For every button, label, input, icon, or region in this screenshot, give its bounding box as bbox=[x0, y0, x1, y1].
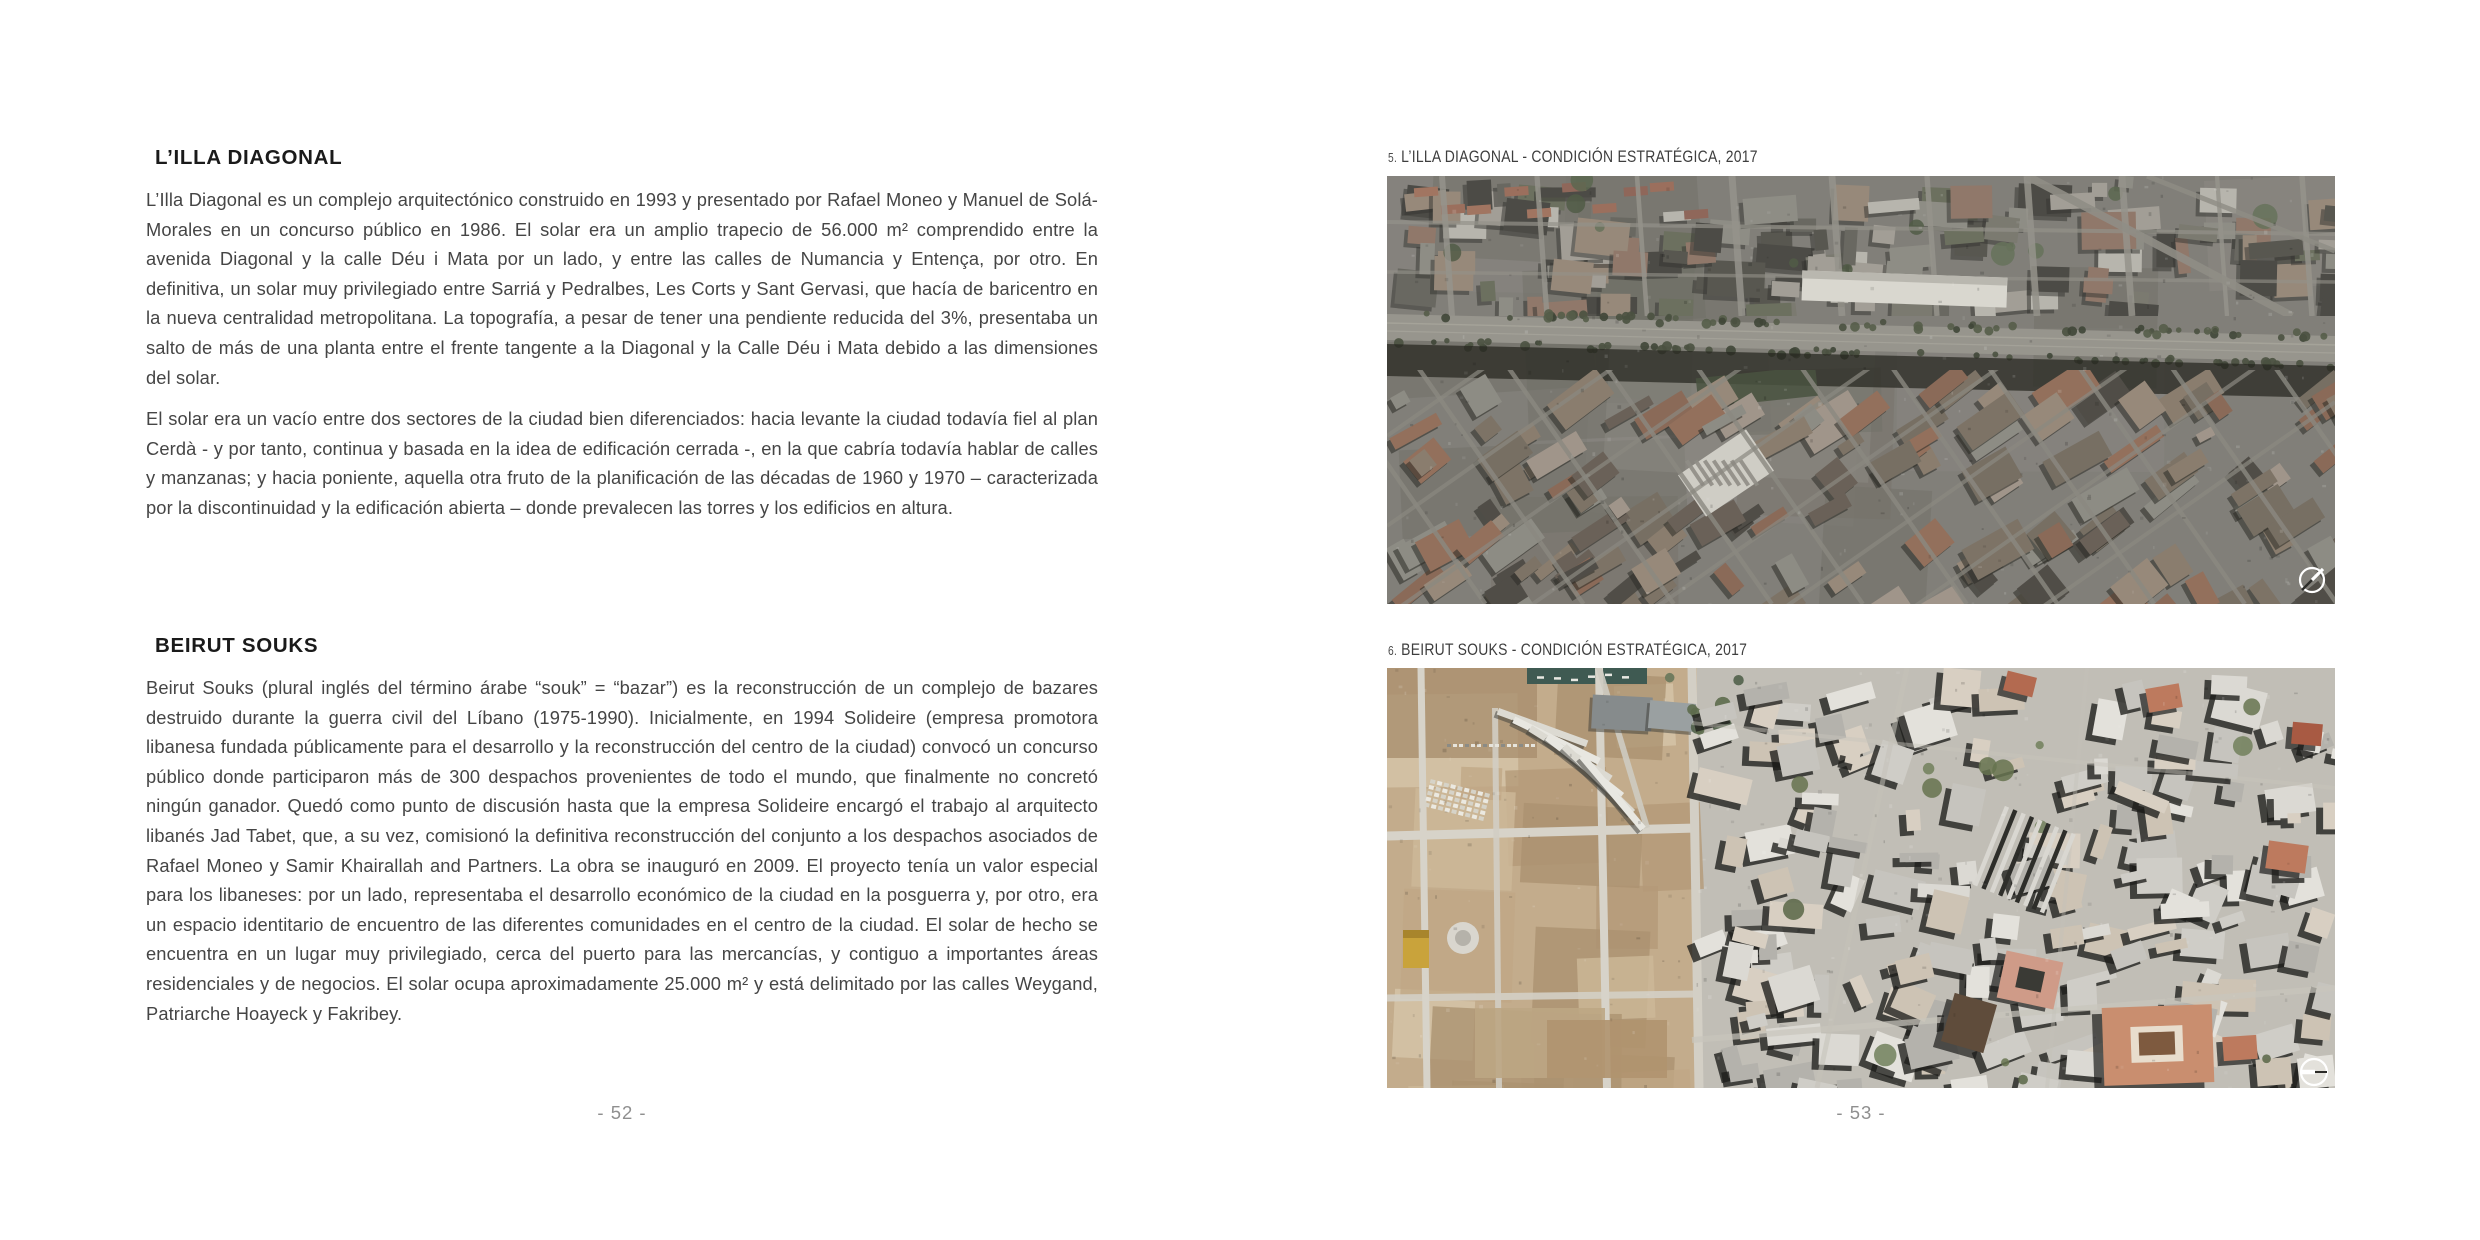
figure-number: 5. bbox=[1388, 151, 1398, 165]
page-number-right: - 53 - bbox=[1836, 1102, 1886, 1123]
section-heading-illa: L’ILLA DIAGONAL bbox=[155, 146, 343, 169]
section-heading-beirut: BEIRUT SOUKS bbox=[155, 634, 319, 657]
figure-caption-beirut bbox=[1388, 640, 1747, 660]
paragraph-beirut-1: Beirut Souks (plural inglés del término árabe “souk” = “bazar”) es la reconstrucción de un complejo de bazares destruido durante la guerra civil del Líbano (1975-1990). Inicialmente, en 1994 Solideire (empresa promotora libanesa fundada públicamente para el desarrollo y la reconstrucción del centro de la ciudad) convocó un concurso público donde participaron más de 300 despachos provenientes de todo el mundo, que finalmente no concretó ningún ganador. Quedó como punto de discusión hasta que la empresa Solideire encargó el trabajo al arquitecto libanés Jad Tabet, que, a su vez, comisionó la definitiva reconstrucción del conjunto a los despachos asociados de Rafael Moneo y Samir Khairallah and Partners. La obra se inauguró en 2009. El proyecto tenía un valor especial para los libaneses: por un lado, representaba el desarrollo económico de la ciudad en la posguerra y, por otro, era un espacio identitario de encuentro de las diferentes comunidades en el centro de la ciudad. El solar de hecho se encuentra en un lugar muy privilegiado, cerca del puerto para las mercancías, y contiguo a importantes áreas residenciales y de negocios. El solar ocupa aproximadamente 25.000 m² y está delimitado por las calles Weygand, Patriarche Hoayeck y Fakribey. bbox=[146, 677, 1098, 1024]
figure-caption-text: L’ILLA DIAGONAL - CONDICIÓN ESTRATÉGICA, 2017 bbox=[1401, 147, 1758, 166]
satellite-image-beirut-souks bbox=[1387, 668, 2335, 1088]
paragraph-illa-2: El solar era un vacío entre dos sectores de la ciudad bien diferenciados: hacia levante la ciudad todavía fiel al plan Cerdà - y por tanto, continua y basada en la idea de edificación cerrada -, en la que cabría todavía hablar de calles y manzanas; y hacia poniente, aquella otra fruto de la planificación de las décadas de 1960 y 1970 – caracterizada por la discontinuidad y la edificación abierta – donde prevalecen las torres y los edificios en altura. bbox=[146, 408, 1098, 518]
satellite-image-illa-diagonal bbox=[1387, 176, 2335, 604]
page-number-left: - 52 - bbox=[597, 1102, 647, 1123]
figure-caption-text: BEIRUT SOUKS - CONDICIÓN ESTRATÉGICA, 2017 bbox=[1401, 640, 1748, 659]
paragraph-illa-1: L’Illa Diagonal es un complejo arquitectónico construido en 1993 y presentado por Rafael Moneo y Manuel de Solá-Morales en un concurso público en 1986. El solar era un amplio trapecio de 56.000 m² comprendido entre la avenida Diagonal y la calle Déu i Mata por un lado, y entre las calles de Numancia y Entença, por otro. En definitiva, un solar muy privilegiado entre Sarriá y Pedralbes, Les Corts y Sant Gervasi, que hacía de baricentro en la nueva centralidad metropolitana. La topografía, a pesar de tener una pendiente reducida del 3%, presentaba un salto de más de una planta entre el frente tangente a la Diagonal y la Calle Déu i Mata debido a las dimensiones del solar. bbox=[146, 189, 1098, 388]
section-beirut-souks bbox=[146, 634, 1098, 1028]
figure-number: 6. bbox=[1388, 644, 1398, 658]
figure-caption-illa bbox=[1388, 147, 1758, 167]
section-illa-diagonal bbox=[146, 146, 1098, 523]
